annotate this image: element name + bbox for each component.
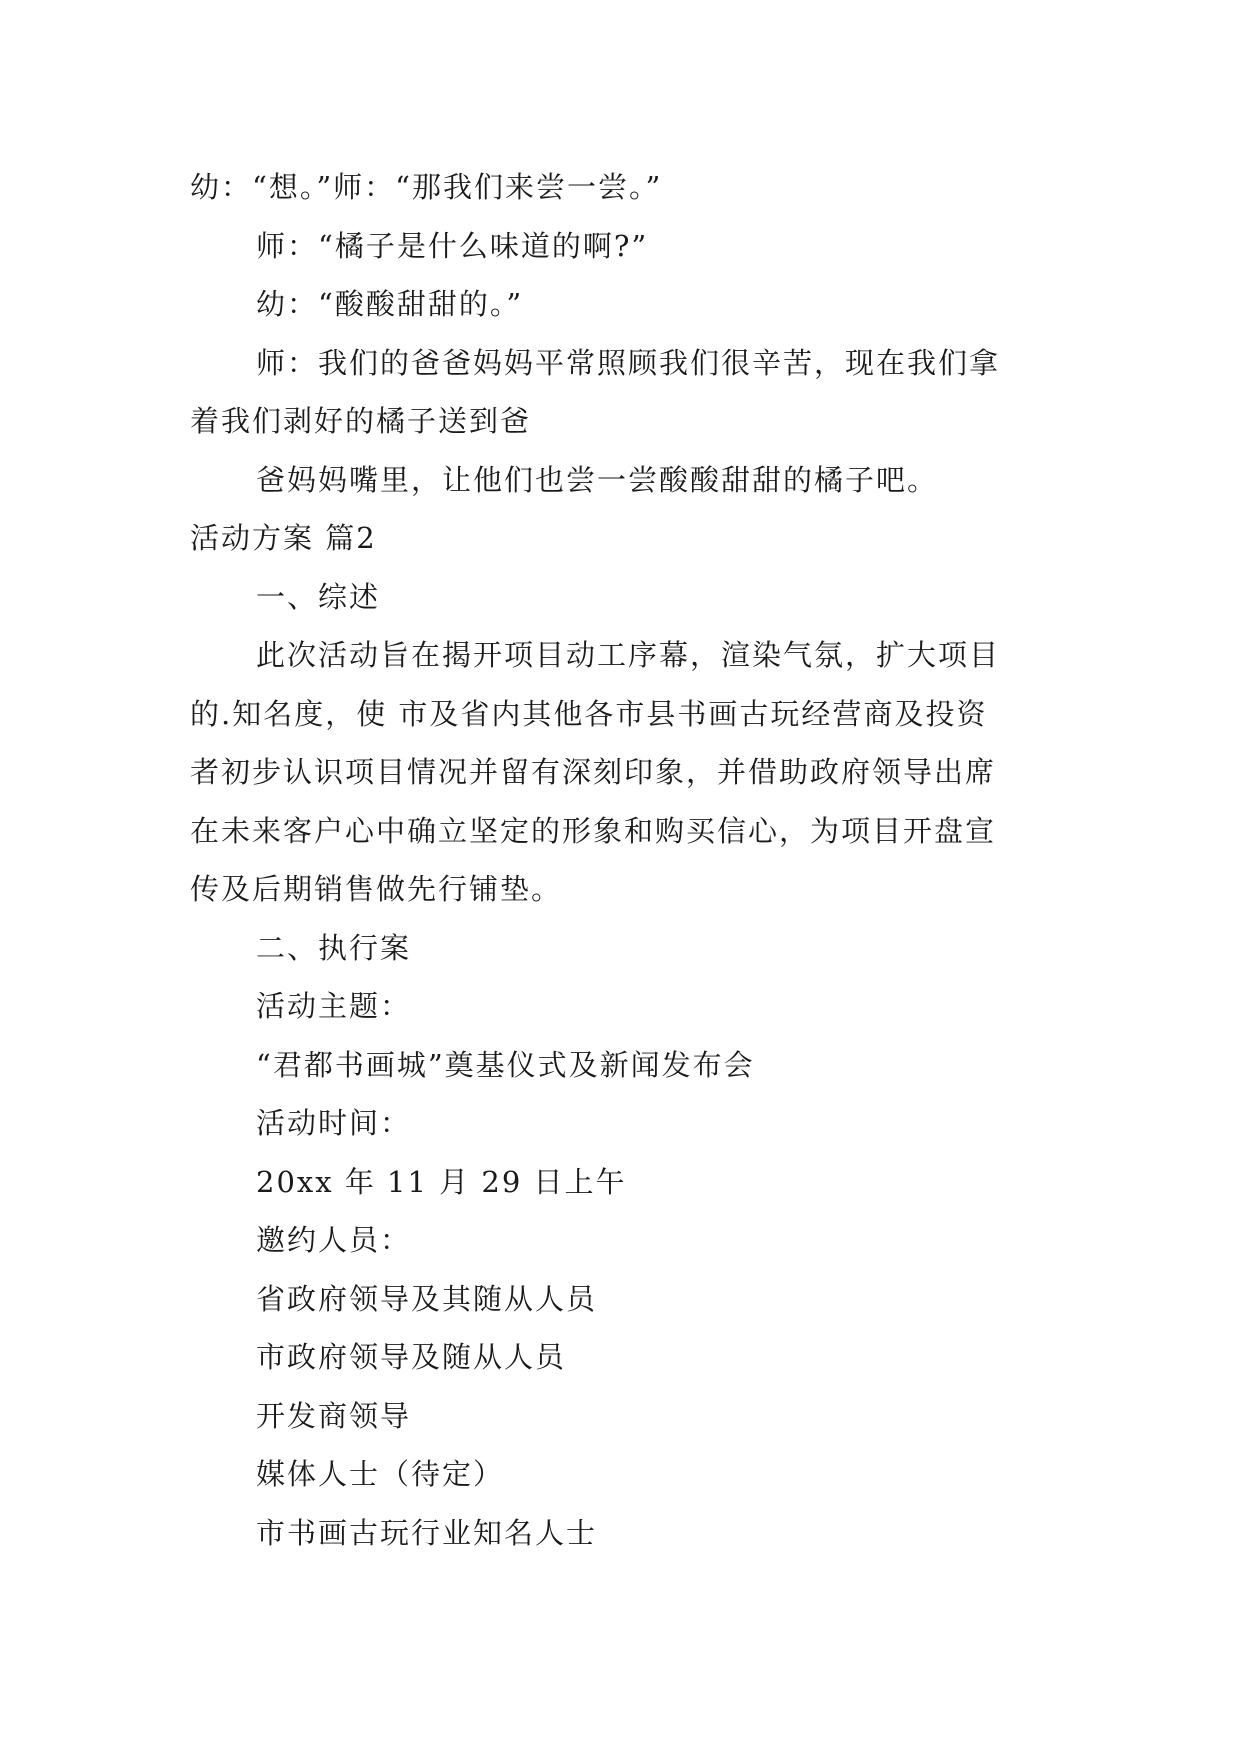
text-line: 此次活动旨在揭开项目动工序幕，渲染气氛，扩大项目 — [256, 638, 1001, 672]
list-item: 省政府领导及其随从人员 — [256, 1281, 598, 1316]
list-item: 媒体人士（待定） — [256, 1457, 505, 1491]
section-heading: 活动方案 篇2 — [190, 521, 377, 555]
text-line: 师：“橘子是什么味道的啊?” — [256, 228, 649, 263]
list-item: 开发商领导 — [256, 1398, 412, 1433]
text-line: 幼：“想。”师：“那我们来尝一尝。” — [190, 170, 663, 204]
field-value: “君都书画城”奠基仪式及新闻发布会 — [256, 1047, 755, 1082]
subsection-heading: 一、综述 — [256, 579, 381, 614]
list-item: 市政府领导及随从人员 — [256, 1340, 567, 1374]
field-label: 活动时间： — [256, 1106, 412, 1140]
field-label: 活动主题： — [256, 989, 412, 1023]
text-line: 着我们剥好的橘子送到爸 — [190, 404, 532, 438]
text-line: 者初步认识项目情况并留有深刻印象，并借助政府领导出席 — [190, 755, 997, 789]
subsection-heading: 二、执行案 — [256, 930, 412, 965]
text-line: 幼：“酸酸甜甜的。” — [256, 287, 524, 321]
text-line: 师：我们的爸爸妈妈平常照顾我们很辛苦，现在我们拿 — [256, 345, 1001, 380]
document-body — [190, 158, 1050, 1562]
list-item: 市书画古玩行业知名人士 — [256, 1515, 598, 1550]
field-label: 邀约人员： — [256, 1223, 412, 1257]
text-line: 的.知名度，使 市及省内其他各市县书画古玩经营商及投资 — [190, 696, 988, 731]
text-line: 在未来客户心中确立坚定的形象和购买信心，为项目开盘宣 — [190, 813, 997, 848]
field-value: 20xx 年 11 月 29 日上午 — [256, 1164, 627, 1199]
text-line: 传及后期销售做先行铺垫。 — [190, 872, 563, 906]
text-line: 爸妈妈嘴里，让他们也尝一尝酸酸甜甜的橘子吧。 — [256, 462, 939, 497]
